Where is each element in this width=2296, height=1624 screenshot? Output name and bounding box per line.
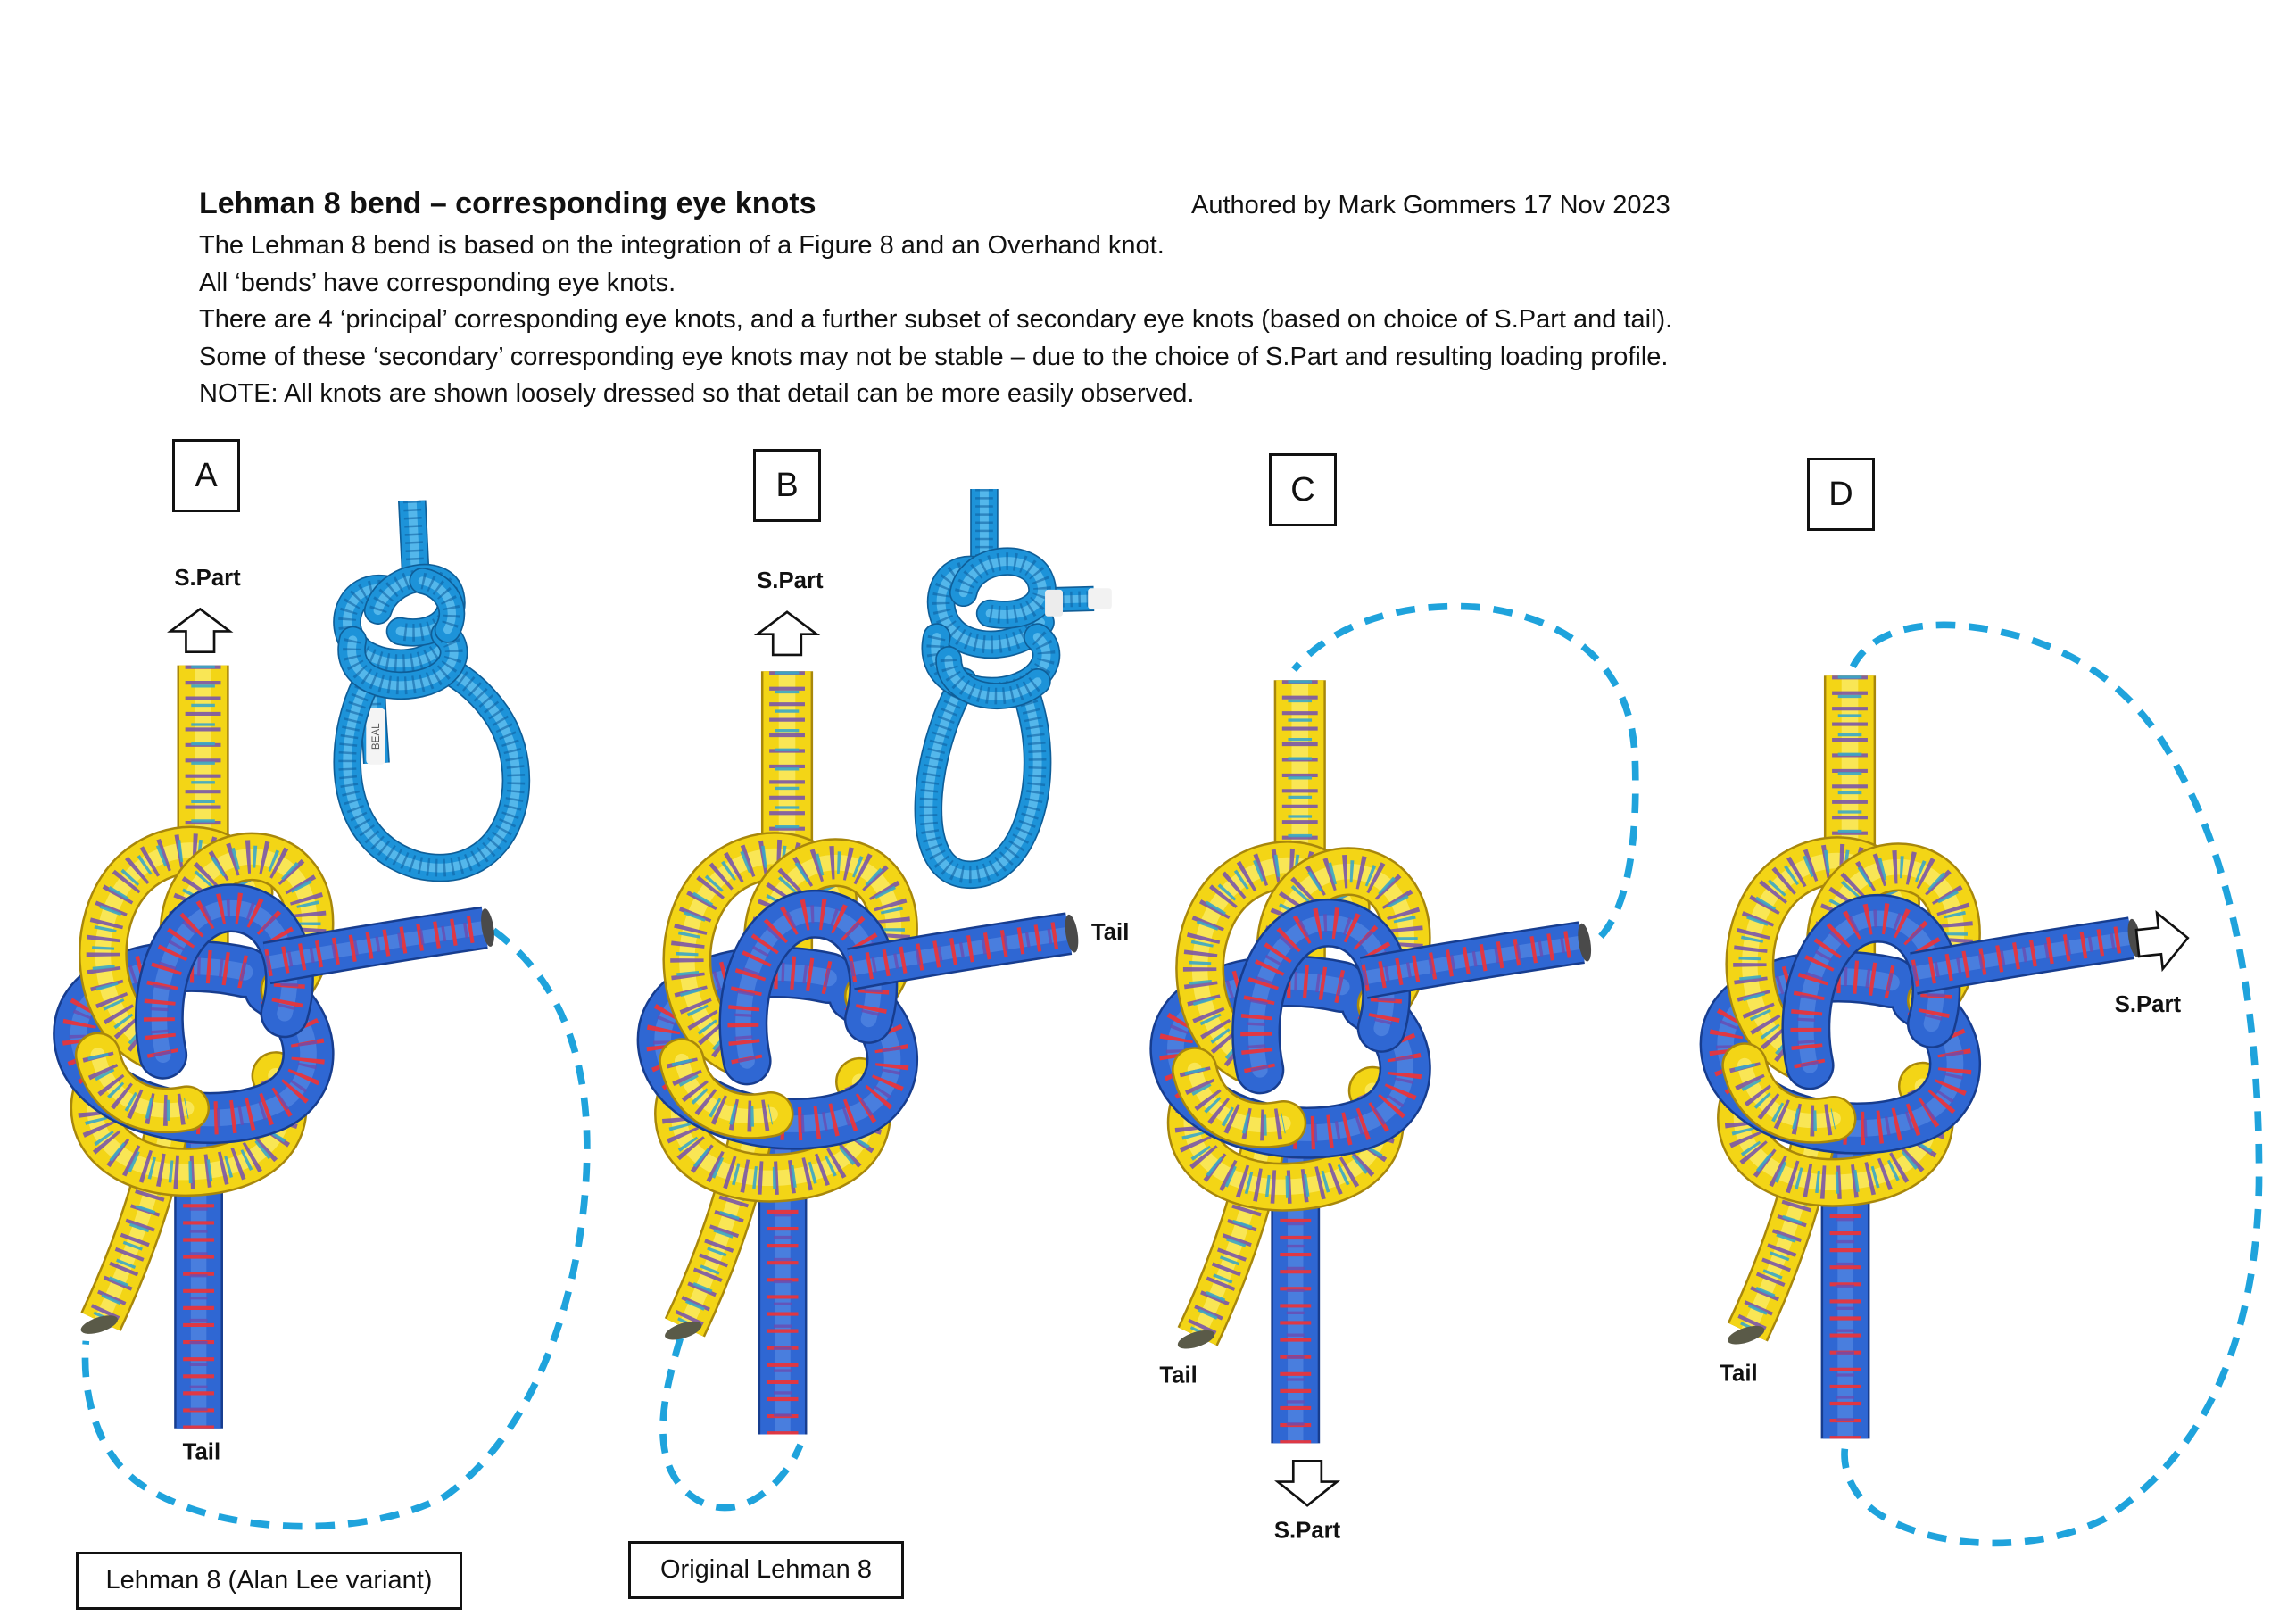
photo-knot-coil [964,561,1042,615]
intro-line: NOTE: All knots are shown loosely dressed so that detail can be more easily observed. [199,379,1195,408]
s-part-label-c: S.Part [1273,1518,1341,1544]
tail-label-d: Tail [1720,1361,1758,1387]
caption-box-b [628,1541,904,1599]
s-part-arrow-up-b [758,612,816,655]
intro-line: There are 4 ‘principal’ corresponding eye knots, and a further subset of secondary eye knots (based on choice of S.Part and tail). [199,305,1673,334]
panel-letter-a: A [172,439,240,512]
s-part-arrow-right-d [2134,910,2191,972]
s-part-arrow-up-a [170,609,229,652]
intro-line: Some of these ‘secondary’ corresponding eye knots may not be stable – due to the choice of S.Part and resulting loading profile. [199,342,1669,371]
rope-tag [1045,590,1063,617]
intro-line: All ‘bends’ have corresponding eye knots. [199,268,676,297]
knot-a [79,666,496,1429]
tail-label-c: Tail [1159,1363,1198,1388]
s-part-label-b: S.Part [757,568,824,594]
caption-box-a [76,1552,462,1610]
panel-letter-c: C [1269,453,1337,526]
photo-eye-knot-a [347,501,516,867]
knot-b [663,671,1081,1434]
s-part-label-d: S.Part [2114,992,2182,1018]
knot-c [1175,680,1593,1443]
tail-label-b: Tail [1090,919,1130,945]
knot-d [1726,675,2143,1438]
caption-text-b: Original Lehman 8 [660,1555,872,1584]
s-part-arrow-down-c [1278,1461,1337,1505]
rope-tag-text: BEAL [370,723,383,750]
s-part-label-a: S.Part [174,565,241,591]
panel-letter-b: B [753,449,821,522]
panel-letter-d: D [1807,458,1875,531]
author-line: Authored by Mark Gommers 17 Nov 2023 [1191,191,1670,220]
tail-label-a: Tail [182,1439,221,1465]
caption-text-a: Lehman 8 (Alan Lee variant) [105,1566,433,1595]
document-title: Lehman 8 bend – corresponding eye knots [199,186,816,220]
intro-text [199,228,1672,413]
intro-line: The Lehman 8 bend is based on the integration of a Figure 8 and an Overhand knot. [199,231,1165,260]
rope-tag [1088,588,1112,609]
photo-eye-loop [928,682,1037,874]
photo-eye-knot-b [928,489,1111,874]
